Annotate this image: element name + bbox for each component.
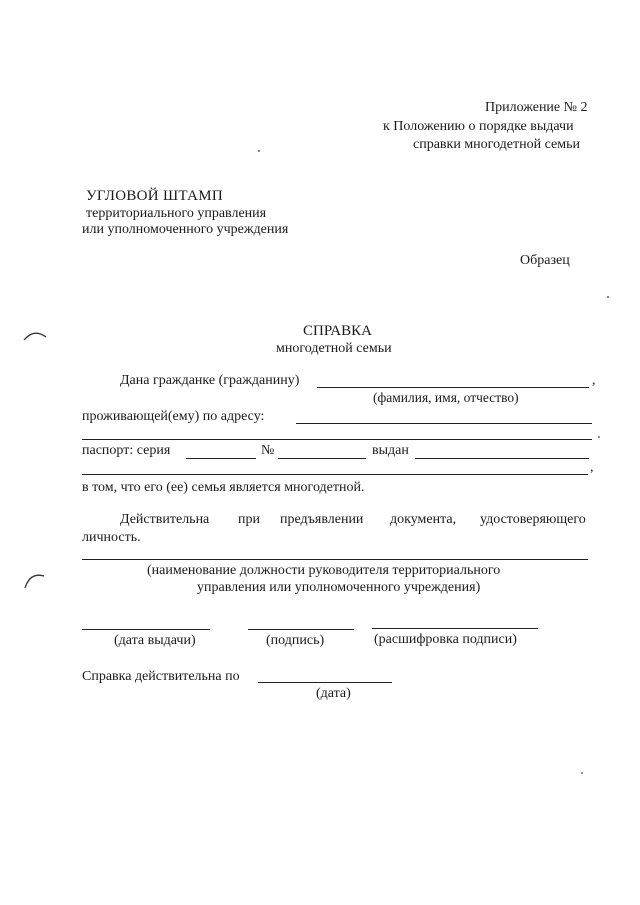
- issue-date-line[interactable]: [82, 629, 210, 630]
- signature-hint: (подпись): [266, 633, 325, 648]
- appendix-certificate-ref: справки многодетной семьи: [413, 137, 580, 152]
- appendix-number: Приложение № 2: [485, 100, 588, 115]
- validity-word-1: Действительна: [120, 512, 210, 527]
- official-hint-line-1: (наименование должности руководителя территориального: [147, 563, 501, 578]
- validity-line-2: личность.: [82, 530, 141, 545]
- large-family-statement: в том, что его (ее) семья является многодетной.: [82, 480, 365, 495]
- official-position-line[interactable]: [82, 559, 588, 560]
- passport-number-label: №: [261, 443, 275, 458]
- address-line-2[interactable]: [82, 439, 592, 440]
- fio-line[interactable]: [317, 387, 589, 388]
- passport-issued-line[interactable]: [415, 458, 589, 459]
- document-subtitle: многодетной семьи: [276, 341, 392, 356]
- valid-until-label: Справка действительна по: [82, 669, 240, 684]
- validity-word-3: предъявлении: [280, 512, 364, 527]
- signature-decoding-line[interactable]: [372, 628, 538, 629]
- passport-series-line[interactable]: [186, 458, 256, 459]
- scan-speck: [607, 296, 609, 298]
- fio-hint: (фамилия, имя, отчество): [373, 390, 519, 405]
- punch-hole-mark-bottom: [22, 570, 48, 590]
- address-label: проживающей(ему) по адресу:: [82, 409, 265, 424]
- sample-label: Образец: [520, 253, 570, 268]
- scan-speck: [598, 436, 600, 438]
- appendix-regulation: к Положению о порядке выдачи: [383, 119, 574, 134]
- passport-comma: ,: [590, 460, 594, 475]
- document-title: СПРАВКА: [303, 323, 372, 339]
- fio-comma: ,: [592, 373, 596, 388]
- valid-until-date-hint: (дата): [316, 686, 351, 701]
- official-hint-line-2: управления или уполномоченного учреждения): [197, 580, 481, 595]
- passport-issued-label: выдан: [372, 443, 409, 458]
- address-line-1[interactable]: [296, 423, 592, 424]
- scan-speck: [581, 772, 583, 774]
- passport-issued-line-2[interactable]: [82, 474, 588, 475]
- issue-date-hint: (дата выдачи): [114, 633, 196, 648]
- validity-word-2: при: [238, 512, 260, 527]
- stamp-line-2: или уполномоченного учреждения: [82, 222, 289, 237]
- signature-line[interactable]: [248, 629, 354, 630]
- decoding-hint: (расшифровка подписи): [374, 632, 517, 647]
- valid-until-line[interactable]: [258, 682, 392, 683]
- passport-number-line[interactable]: [278, 458, 366, 459]
- stamp-title: УГЛОВОЙ ШТАМП: [86, 188, 224, 204]
- validity-word-5: удостоверяющего: [480, 512, 586, 527]
- scan-speck: [258, 150, 260, 152]
- validity-word-4: документа,: [390, 512, 457, 527]
- passport-label: паспорт: серия: [82, 443, 171, 458]
- punch-hole-mark-top: [22, 328, 48, 342]
- given-to-label: Дана гражданке (гражданину): [120, 373, 300, 388]
- stamp-line-1: территориального управления: [86, 206, 267, 221]
